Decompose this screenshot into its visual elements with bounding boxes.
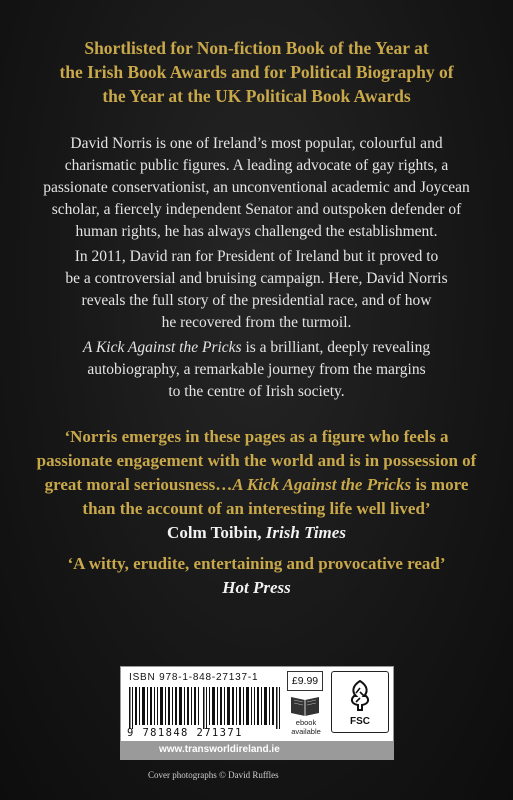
fsc-tree-icon <box>342 678 378 712</box>
blurb-line: reveals the full story of the presidential race, and of how <box>81 292 432 309</box>
quote-line: ‘A witty, erudite, entertaining and provocative read’ <box>67 554 446 573</box>
quote-1-attribution <box>30 521 483 545</box>
awards-headline <box>40 36 473 108</box>
ebook-line: ebook <box>295 718 317 727</box>
blurb-paragraph-2 <box>40 246 473 334</box>
quote-line: ‘Norris emerges in these pages as a figure who feels a <box>64 427 449 446</box>
blurb-line: to the centre of Irish society. <box>168 383 345 400</box>
headline-line: the Year at the UK Political Book Awards <box>102 86 411 106</box>
publisher-website: www.transworldireland.ie <box>121 741 393 759</box>
blurb-line: passionate conservationist, an unconventional academic and Joycean <box>43 179 470 196</box>
price-label: £9.99 <box>287 671 323 691</box>
fsc-label: FSC <box>350 716 370 727</box>
blurb-paragraph-3 <box>40 337 473 403</box>
quote-line: great moral seriousness… <box>44 475 233 494</box>
quote-line: than the account of an interesting life well lived’ <box>82 499 431 518</box>
blurb-line: scholar, a fiercely independent Senator and outspoken defender of <box>51 201 462 218</box>
book-title: A Kick Against the Pricks <box>232 475 412 494</box>
blurb-line: he recovered from the turmoil. <box>161 314 352 331</box>
ebook-line: available <box>291 726 321 736</box>
reviewer-name: Colm Toibin, <box>167 523 266 542</box>
ebook-available-text <box>284 719 328 736</box>
ebook-book-icon <box>287 693 323 717</box>
review-source: Hot Press <box>222 578 291 597</box>
review-quote-2 <box>30 552 483 576</box>
review-quote-1 <box>30 425 483 521</box>
review-source: Irish Times <box>265 523 346 542</box>
blurb-line: autobiography, a remarkable journey from the margins <box>87 361 426 378</box>
barcode-digits: 9 781848 271371 <box>127 727 243 739</box>
blurb-line: David Norris is one of Ireland’s most popular, colourful and <box>70 135 443 152</box>
blurb-line: be a controversial and bruising campaign. Here, David Norris <box>65 270 448 287</box>
blurb-line: human rights, he has always challenged the establishment. <box>75 223 438 240</box>
headline-line: Shortlisted for Non-fiction Book of the Year at <box>84 38 429 58</box>
headline-line: the Irish Book Awards and for Political Biography of <box>59 62 454 82</box>
book-title: A Kick Against the Pricks <box>82 339 242 356</box>
barcode-panel <box>120 666 394 760</box>
blurb-line: charismatic public figures. A leading advocate of gay rights, a <box>64 157 449 174</box>
quote-line: passionate engagement with the world and is in possession of <box>36 451 477 470</box>
barcode-icon <box>129 687 281 729</box>
photo-credit: Cover photographs © David Ruffles <box>148 770 279 780</box>
quote-2-attribution <box>30 576 483 600</box>
quote-line: is more <box>411 475 469 494</box>
blurb-line: is a brilliant, deeply revealing <box>241 339 431 356</box>
blurb-line: In 2011, David ran for President of Ireland but it proved to <box>74 248 439 265</box>
isbn-text: ISBN 978-1-848-27137-1 <box>129 672 259 683</box>
blurb-paragraph-1 <box>40 133 473 243</box>
fsc-logo <box>331 671 389 733</box>
